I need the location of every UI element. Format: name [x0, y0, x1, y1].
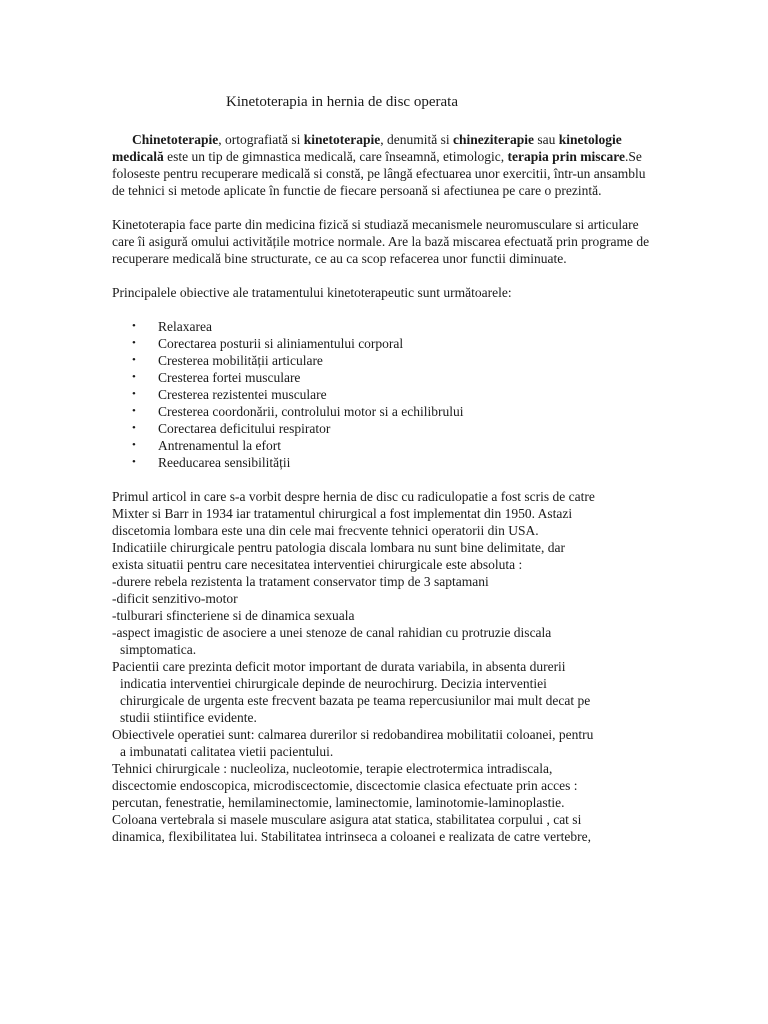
list-item: • Cresterea mobilității articulare — [112, 352, 657, 369]
text-line: -dificit senzitivo-motor — [112, 591, 238, 606]
text-line: chirurgicale de urgenta este frecvent bazata pe teama repercusiunilor mai mult decat pe — [120, 693, 591, 708]
document-title: Kinetoterapia in hernia de disc operata — [226, 94, 458, 110]
spacer — [112, 471, 657, 488]
objectives-list — [112, 318, 657, 471]
text-span: , ortografiată si — [218, 132, 304, 147]
term-kinetoterapie: kinetoterapie — [303, 132, 381, 147]
text-line: a imbunatati calitatea vietii pacientului. — [120, 744, 334, 759]
spacer — [112, 301, 657, 318]
list-item: • Cresterea fortei musculare — [112, 369, 657, 386]
list-item: • Corectarea deficitului respirator — [112, 420, 657, 437]
text-line: dinamica, flexibilitatea lui. Stabilitatea intrinseca a coloanei e realizata de catre vertebre, — [112, 829, 592, 844]
list-item: • Relaxarea — [112, 318, 657, 335]
text-line: Indicatiile chirurgicale pentru patologia discala lombara nu sunt bine delimitate, dar — [112, 540, 565, 555]
text-line: percutan, fenestratie, hemilaminectomie, laminectomie, laminotomie-laminoplastie. — [112, 795, 565, 810]
list-item: • Antrenamentul la efort — [112, 437, 657, 454]
text-line: studii stiintifice evidente. — [120, 710, 257, 725]
list-item: • Reeducarea sensibilității — [112, 454, 657, 471]
list-item: • Corectarea posturii si aliniamentului corporal — [112, 335, 657, 352]
paragraph-objectives-intro: Principalele obiective ale tratamentului kinetoterapeutic sunt următoarele: — [112, 285, 512, 300]
list-item: • Cresterea coordonării, controlului motor si a echilibrului — [112, 403, 657, 420]
text-line: Coloana vertebrala si masele musculare asigura atat statica, stabilitatea corpului , cat si — [112, 812, 582, 827]
spacer — [112, 199, 657, 216]
text-line: -durere rebela rezistenta la tratament conservator timp de 3 saptamani — [112, 574, 489, 589]
term-chinetoterapie: Chinetoterapie — [132, 132, 219, 147]
list-item: • Cresterea rezistentei musculare — [112, 386, 657, 403]
paragraph-surgery — [112, 488, 657, 845]
term-chineziterapie: chineziterapie — [452, 132, 534, 147]
text-line: Pacientii care prezinta deficit motor important de durata variabila, in absenta durerii — [112, 659, 566, 674]
text-span: sau — [533, 132, 559, 147]
text-line: Tehnici chirurgicale : nucleoliza, nucleotomie, terapie electrotermica intradiscala, — [112, 761, 553, 776]
document-body — [112, 131, 657, 845]
spacer — [112, 267, 657, 284]
text-line: simptomatica. — [120, 642, 197, 657]
text-line: Primul articol in care s-a vorbit despre hernia de disc cu radiculopatie a fost scris de catre — [112, 489, 595, 504]
text-span: .Se foloseste pentru recuperare medicală si constă, pe lângă efectuarea unor exercitii, într-un ansamblu de tehnici si metode aplicate în functie de fiecare persoană si afectiunea pe care o prezintă. — [112, 149, 646, 198]
text-line: Mixter si Barr in 1934 iar tratamentul chirurgical a fost implementat din 1950. Astazi — [112, 506, 573, 521]
text-line: -tulburari sfincteriene si de dinamica sexuala — [112, 608, 355, 623]
term-terapia-prin-miscare: terapia prin miscare — [507, 149, 625, 164]
term-kinetologie-medicala: kinetologie medicală — [112, 132, 622, 164]
text-line: exista situatii pentru care necesitatea interventiei chirurgicale este absoluta : — [112, 557, 523, 572]
text-line: discetomia lombara este una din cele mai frecvente tehnici operatorii din USA. — [112, 523, 539, 538]
text-line: Obiectivele operatiei sunt: calmarea durerilor si redobandirea mobilitatii coloanei, pentru — [112, 727, 594, 742]
text-span: , denumită si — [380, 132, 453, 147]
text-line: indicatia interventiei chirurgicale depinde de neurochirurg. Decizia interventiei — [120, 676, 547, 691]
paragraph-definition: Kinetoterapia face parte din medicina fizică si studiază mecanismele neuromusculare si articulare care îi asigură omului activitățile motrice normale. Are la bază miscarea efectuată prin programe de recuperare medicală bine structurate, ce au ca scop refacerea unor functii diminuate. — [112, 217, 650, 266]
text-line: -aspect imagistic de asociere a unei stenoze de canal rahidian cu protruzie discala — [112, 625, 552, 640]
text-line: discectomie endoscopica, microdiscectomie, discectomie clasica efectuate prin acces : — [112, 778, 578, 793]
text-span: este un tip de gimnastica medicală, care înseamnă, etimologic, — [163, 149, 508, 164]
paragraph-intro — [112, 131, 657, 199]
